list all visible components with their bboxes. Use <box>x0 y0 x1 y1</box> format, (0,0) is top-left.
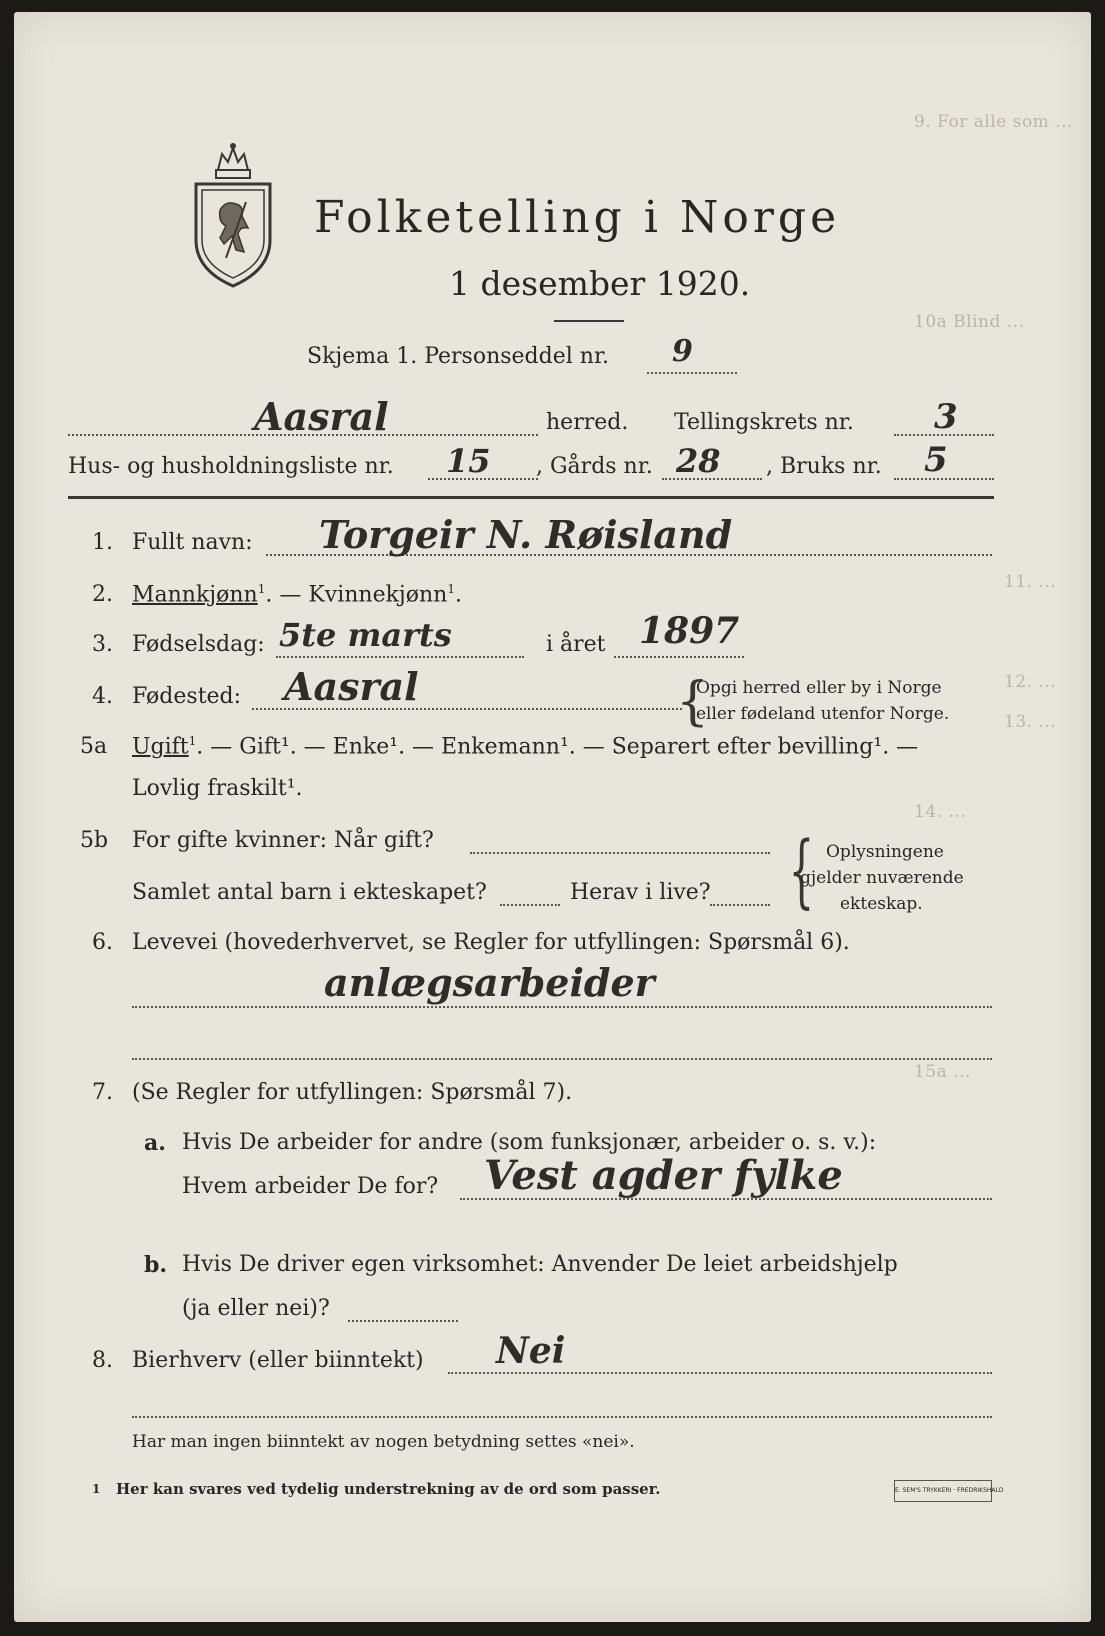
q5b-note-line1: Oplysningene <box>826 842 944 862</box>
children-alive-line <box>710 904 770 906</box>
q6-number: 6. <box>92 930 113 955</box>
bleed-through-text: 14. ... <box>914 802 967 822</box>
q7-label: (Se Regler for utfyllingen: Spørsmål 7). <box>132 1080 573 1105</box>
birth-year-line <box>614 656 744 658</box>
occupation-line2 <box>132 1058 992 1060</box>
q5b-note-line3: ekteskap. <box>840 894 923 914</box>
side-income-value: Nei <box>496 1330 566 1372</box>
side-income-line2 <box>132 1416 992 1418</box>
bleed-through-text: 10a Blind ... <box>914 312 1025 332</box>
husholdningsliste-label: Hus- og husholdningsliste nr. <box>68 454 394 479</box>
q5a-line2: Lovlig fraskilt¹. <box>132 776 303 801</box>
q5b-married-when-label: For gifte kvinner: Når gift? <box>132 828 434 853</box>
gards-label: , Gårds nr. <box>536 454 653 479</box>
personseddel-number-value: 9 <box>672 334 693 369</box>
q3-label: Fødselsdag: <box>132 632 265 657</box>
q4-label: Fødested: <box>132 684 242 709</box>
q8-number: 8. <box>92 1348 113 1373</box>
q8-label: Bierhverv (eller biinntekt) <box>132 1348 424 1373</box>
bleed-through-text: 11. ... <box>1004 572 1057 592</box>
birthplace-value: Aasral <box>284 664 419 709</box>
q5a-marital-options: Ugift$^1$. — Gift¹. — Enke¹. — Enkemann¹. — Separert efter bevilling¹. — <box>132 734 919 760</box>
q5b-number: 5b <box>80 828 109 853</box>
employer-value: Vest agder fylke <box>484 1152 843 1199</box>
footnote-mark: 1 <box>92 1482 101 1496</box>
bleed-through-text: 12. ... <box>1004 672 1057 692</box>
q5b-alive-label: Herav i live? <box>570 880 711 905</box>
herred-label: herred. <box>546 410 629 435</box>
q3-number: 3. <box>92 632 113 657</box>
q7b-hired-help-label: (ja eller nei)? <box>182 1296 330 1321</box>
q2-gender-options: Mannkjønn$^1$. — Kvinnekjønn$^1$. <box>132 582 462 608</box>
personseddel-number-line <box>647 372 737 374</box>
gards-value: 28 <box>676 442 721 480</box>
q5b-note-line2: gjelder nuværende <box>800 868 964 888</box>
gender-female-option: Kvinnekjønn <box>308 582 448 608</box>
married-when-line <box>470 852 770 854</box>
footnote-text: Her kan svares ved tydelig understrekning av de ord som passer. <box>116 1480 661 1498</box>
bruks-label: , Bruks nr. <box>766 454 882 479</box>
occupation-line1 <box>132 1006 992 1008</box>
schema-label: Skjema 1. Personseddel nr. <box>307 344 610 369</box>
form-date: 1 desember 1920. <box>449 264 751 303</box>
birth-year-value: 1897 <box>639 610 740 652</box>
birthday-line <box>276 656 524 658</box>
gender-male-option: Mannkjønn <box>132 582 258 608</box>
q4-note-line1: Opgi herred eller by i Norge <box>696 678 942 698</box>
q7a-employer-label: Hvem arbeider De for? <box>182 1174 439 1199</box>
q4-number: 4. <box>92 684 113 709</box>
birth-year-label: i året <box>546 632 606 657</box>
tellingskrets-value: 3 <box>934 397 958 437</box>
printer-stamp: E. SEM'S TRYKKERI · FREDRIKSHALD <box>894 1480 992 1502</box>
q4-note-brace: { <box>676 672 710 732</box>
q5b-children-label: Samlet antal barn i ekteskapet? <box>132 880 487 905</box>
q1-number: 1. <box>92 530 113 555</box>
tellingskrets-label: Tellingskrets nr. <box>674 410 854 435</box>
q6-label: Levevei (hovederhvervet, se Regler for utfyllingen: Spørsmål 6). <box>132 930 850 955</box>
children-count-line <box>500 904 560 906</box>
hired-help-line <box>348 1320 458 1322</box>
form-title: Folketelling i Norge <box>314 192 841 243</box>
q4-note-line2: eller fødeland utenfor Norge. <box>696 704 950 724</box>
q5a-number: 5a <box>80 734 108 759</box>
census-form-page <box>14 12 1091 1622</box>
q1-label: Fullt navn: <box>132 530 253 555</box>
bleed-through-text: 9. For alle som ... <box>914 112 1073 132</box>
full-name-value: Torgeir N. Røisland <box>319 512 733 557</box>
title-divider <box>554 320 624 322</box>
q7a-letter: a. <box>144 1130 166 1156</box>
occupation-value: anlægsarbeider <box>324 960 655 1005</box>
q7-number: 7. <box>92 1080 113 1105</box>
husholdningsliste-value: 15 <box>446 442 491 480</box>
q7a-line1: Hvis De arbeider for andre (som funksjonær, arbeider o. s. v.): <box>182 1130 877 1155</box>
marital-ugift-option: Ugift <box>132 734 189 760</box>
bleed-through-text: 13. ... <box>1004 712 1057 732</box>
q7b-line1: Hvis De driver egen virksomhet: Anvender De leiet arbeidshjelp <box>182 1252 898 1277</box>
coat-of-arms-icon <box>190 140 276 290</box>
nei-note: Har man ingen biinntekt av nogen betydning settes «nei». <box>132 1432 635 1452</box>
birthday-value: 5te marts <box>279 616 452 654</box>
q2-number: 2. <box>92 582 113 607</box>
q5b-note-brace: { <box>788 824 815 917</box>
herred-value: Aasral <box>254 394 389 439</box>
q7b-letter: b. <box>144 1252 168 1278</box>
header-section-divider <box>68 496 994 499</box>
side-income-line <box>448 1372 992 1374</box>
bruks-value: 5 <box>924 440 948 480</box>
bleed-through-text: 15a ... <box>914 1062 971 1082</box>
